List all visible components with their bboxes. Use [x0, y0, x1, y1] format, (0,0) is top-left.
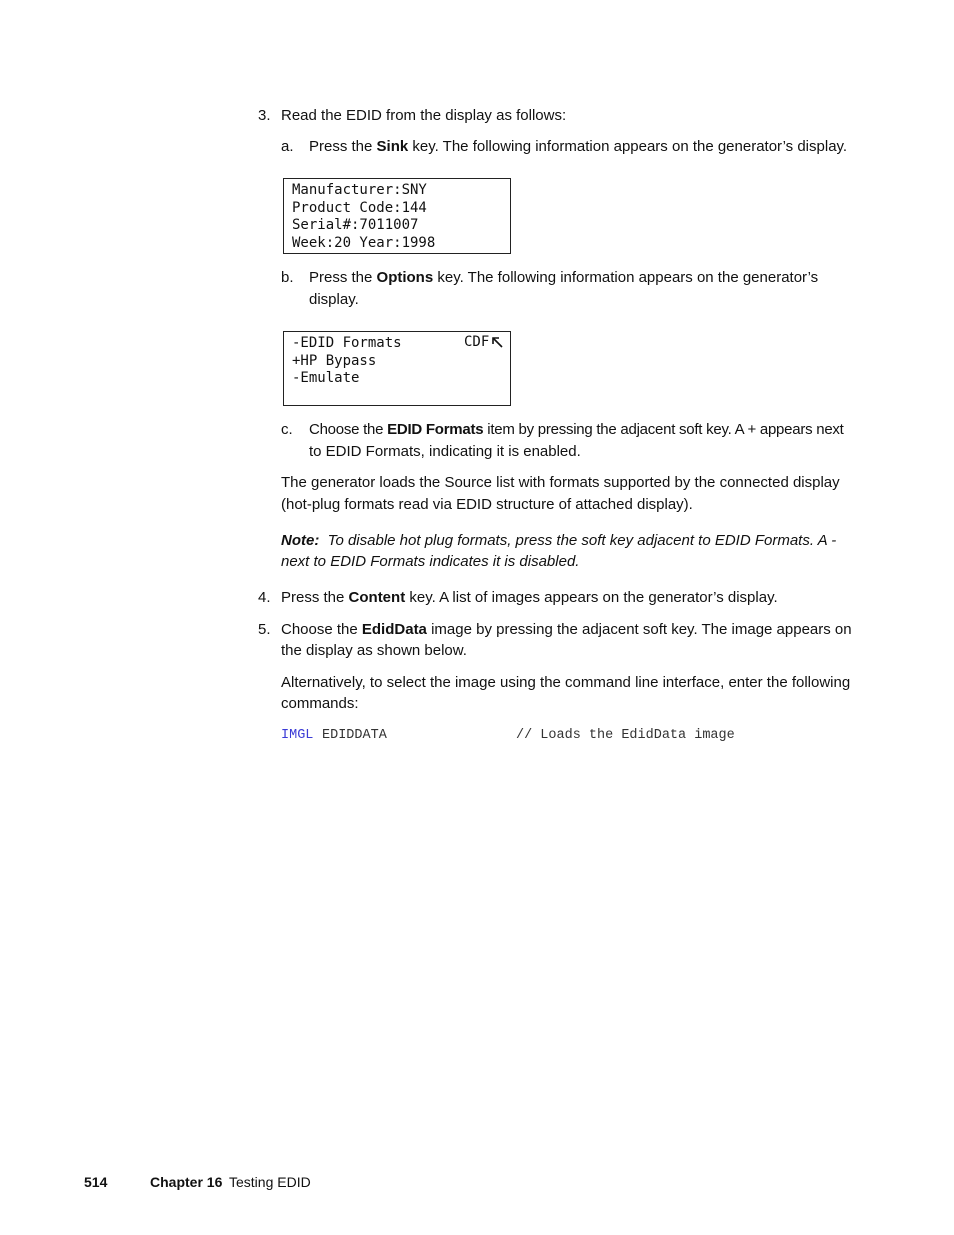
- display-line: -EDID Formats: [292, 335, 402, 351]
- text-run: key. The following information appears on the generator’s: [433, 269, 819, 286]
- step-text: [281, 619, 852, 641]
- note-line: [281, 530, 836, 552]
- display-line: +HP Bypass: [292, 352, 377, 369]
- step-text: Read the EDID from the display as follows:: [281, 107, 567, 124]
- arrow-up-left-glyph: [491, 336, 505, 350]
- substep-letter: c.: [281, 421, 293, 438]
- paragraph-line: Alternatively, to select the image using the command line interface, enter the following: [281, 674, 851, 691]
- step-text-cont: the display as shown below.: [281, 642, 467, 659]
- command-argument: EDIDDATA: [322, 728, 387, 743]
- step-number: 3.: [258, 107, 271, 124]
- arrow-up-left-icon: [491, 335, 505, 349]
- display-line: Manufacturer:SNY: [292, 182, 427, 198]
- cdf-label: CDF: [464, 334, 490, 350]
- step-number: 4.: [258, 589, 271, 606]
- display-line: Serial#:7011007: [292, 217, 419, 233]
- display-line: Week:20 Year:1998: [292, 234, 436, 251]
- text-run: key. A list of images appears on the generator’s display.: [405, 589, 778, 606]
- key-name: Options: [376, 269, 434, 286]
- substep-letter: a.: [281, 138, 294, 155]
- command-comment: // Loads the EdidData image: [516, 728, 735, 743]
- text-run: Press the: [309, 269, 377, 286]
- substep-text: [309, 267, 818, 289]
- text-run: Press the: [281, 589, 349, 606]
- sink-display-box: [283, 178, 511, 254]
- text-run: key. The following information appears on the generator’s display.: [408, 138, 848, 155]
- substep-letter: b.: [281, 269, 294, 286]
- note-line: next to EDID Formats indicates it is disabled.: [281, 553, 580, 570]
- paragraph-line: (hot-plug formats read via EDID structure of attached display).: [281, 496, 693, 513]
- note-text: To disable hot plug formats, press the soft key adjacent to EDID Formats. A -: [327, 532, 837, 549]
- substep-text: [309, 419, 844, 441]
- key-name: EdidData: [361, 621, 427, 638]
- chapter-title: Testing EDID: [229, 1174, 311, 1190]
- substep-text: [309, 136, 847, 158]
- text-run: Choose the: [309, 421, 388, 438]
- page-number: 514: [84, 1174, 108, 1190]
- chapter-label: Chapter 16: [150, 1174, 223, 1190]
- text-run: Choose the: [281, 621, 362, 638]
- key-name: Sink: [376, 138, 409, 155]
- display-line: Product Code:144: [292, 199, 427, 216]
- note-label: Note:: [281, 532, 320, 549]
- substep-text-cont: to EDID Formats, indicating it is enabled.: [309, 443, 581, 460]
- step-text: [281, 587, 778, 609]
- substep-text-cont: display.: [309, 291, 359, 308]
- paragraph-line: The generator loads the Source list with formats supported by the connected display: [281, 474, 840, 491]
- command-keyword: IMGL: [281, 728, 314, 743]
- key-name: Content: [348, 589, 406, 606]
- paragraph-line: commands:: [281, 695, 359, 712]
- text-run: Press the: [309, 138, 377, 155]
- display-line: -Emulate: [292, 370, 360, 386]
- step-number: 5.: [258, 621, 271, 638]
- text-run: item by pressing the adjacent soft key. A + appears next: [483, 421, 844, 438]
- text-run: image by pressing the adjacent soft key. The image appears on: [426, 621, 852, 638]
- key-name: EDID Formats: [387, 421, 484, 438]
